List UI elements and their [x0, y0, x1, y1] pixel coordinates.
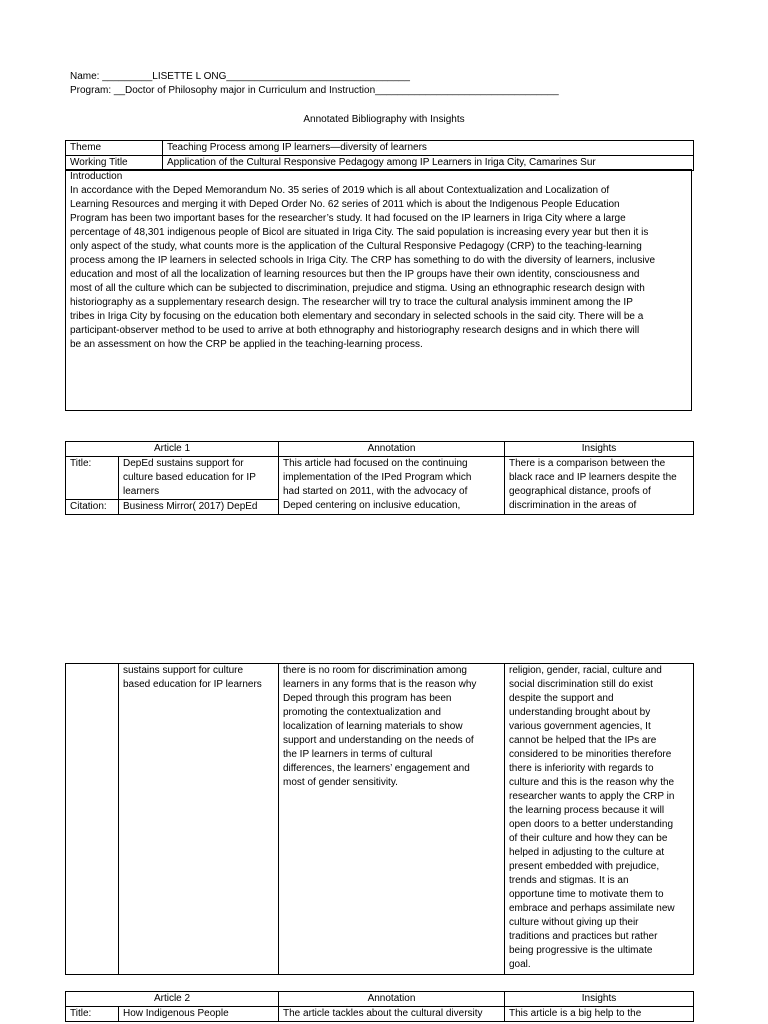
introduction-section: [65, 169, 692, 411]
insights-header: Insights: [505, 442, 694, 457]
working-title-value: Application of the Cultural Responsive Pedagogy among IP Learners in Iriga City, Camarines Sur: [163, 156, 694, 171]
insights-cell: There is a comparison between the black race and IP learners despite the geographical distance, proofs of discrimination in the areas of: [505, 457, 694, 515]
article-1-continued-table: [65, 663, 694, 975]
theme-value: Teaching Process among IP learners—diversity of learners: [163, 141, 694, 156]
annotation-cell: The article tackles about the cultural diversity: [279, 1007, 505, 1022]
annotation-continued: there is no room for discrimination among learners in any forms that is the reason why Deped through this program has been promoting the contextualization and localization of learning materials to show support and understanding on the needs of the IP learners in terms of cultural differences, the learners’ engagement and most of gender sensitivity.: [279, 664, 505, 975]
working-title-label: Working Title: [66, 156, 163, 171]
annotation-header: Annotation: [279, 442, 505, 457]
article-1-title-row: [66, 457, 694, 500]
title-label: Title:: [66, 1007, 119, 1022]
article-2-title-row: [66, 1007, 694, 1022]
document-title: Annotated Bibliography with Insights: [303, 114, 465, 125]
program-line: Program: __Doctor of Philosophy major in Curriculum and Instruction_________________________________: [70, 85, 559, 96]
empty-label-cell: [66, 664, 119, 975]
article-1-continued-row: [66, 664, 694, 975]
theme-label: Theme: [66, 141, 163, 156]
introduction-heading: Introduction: [70, 171, 123, 182]
insights-cell: This article is a big help to the: [505, 1007, 694, 1022]
title-value: DepEd sustains support for culture based education for IP learners: [119, 457, 279, 500]
article-2-header: Article 2: [66, 992, 279, 1007]
annotation-header: Annotation: [279, 992, 505, 1007]
insights-continued: religion, gender, racial, culture and social discrimination still do exist despite the support and understanding brought about by various government agencies, It cannot be helped that the IPs are considered to be minorities therefore there is inferiority with regards to culture and this is the reason why the researcher wants to apply the CRP in the learning process because it will open doors to a better understanding of their culture and how they can be helped in adjusting to the culture at present embedded with prejudice, trends and stigmas. It is an opportune time to motivate them to embrace and perhaps assimilate new culture without giving up their traditions and practices but rather being progressive is the ultimate goal.: [505, 664, 694, 975]
article-2-header-row: [66, 992, 694, 1007]
annotation-cell: This article had focused on the continuing implementation of the IPed Program which had started on 2011, with the advocacy of Deped centering on inclusive education,: [279, 457, 505, 515]
theme-row: [66, 141, 694, 156]
title-label: Title:: [66, 457, 119, 500]
citation-value: Business Mirror( 2017) DepEd: [119, 500, 279, 515]
theme-table: [65, 140, 694, 171]
article-1-header: Article 1: [66, 442, 279, 457]
insights-header: Insights: [505, 992, 694, 1007]
introduction-body: In accordance with the Deped Memorandum No. 35 series of 2019 which is all about Contextualization and Localization of Learning Resources and merging it with Deped Order No. 62 series of 2011 which is about the Indigenous People Education Program has been two important bases for the researcher’s study. It had focused on the IP learners in Iriga City where a large percentage of 48,301 indigenous people of Bicol are situated in Iriga City. The said population is increasing every year but then it is only aspect of the study, what counts more is the application of the Cultural Responsive Pedagogy (CRP) to the teaching-learning process among the IP learners in selected schools in Iriga City. The CRP has something to do with the diversity of learners, inclusive education and most of all the localization of learning resources but then the IP groups have their own identity, consciousness and most of all the culture which can be subjected to discrimination, prejudice and stigma. Using an ethnographic research design with historiography as a supplementary research design. The researcher will try to trace the cultural analysis imminent among the IP tribes in Iriga City by focusing on the education both elementary and secondary in selected schools in the said city. There will be a participant-observer method to be used to arrive at both ethnography and historiography research designs and in which there will be an assessment on how the CRP be applied in the teaching-learning process.: [70, 185, 656, 350]
article-1-table: [65, 441, 694, 515]
article-2-table: [65, 991, 694, 1022]
citation-continued: sustains support for culture based education for IP learners: [119, 664, 279, 975]
article-1-header-row: [66, 442, 694, 457]
title-value: How Indigenous People: [119, 1007, 279, 1022]
citation-label: Citation:: [66, 500, 119, 515]
name-line: Name: _________LISETTE L ONG_________________________________: [70, 71, 410, 82]
